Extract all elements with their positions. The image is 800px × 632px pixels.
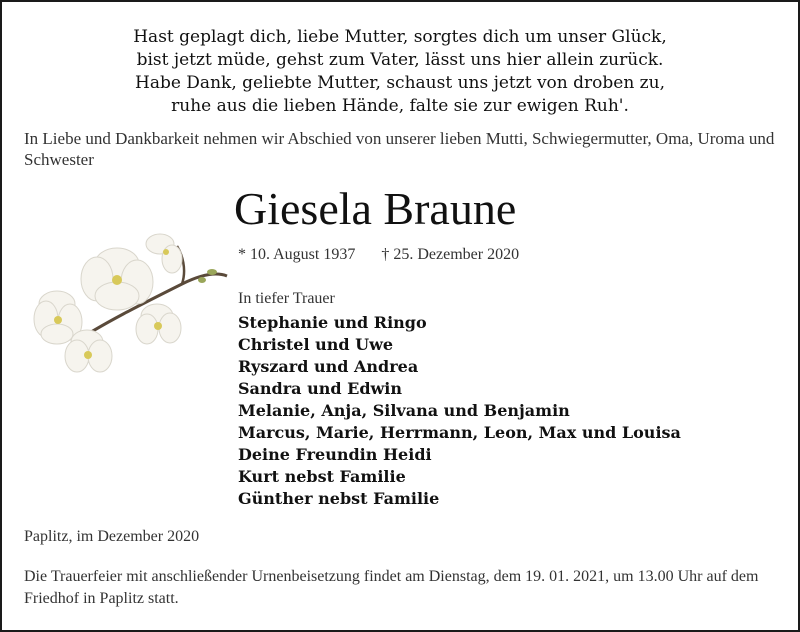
mourner-entry: Sandra und Edwin bbox=[238, 379, 402, 398]
mourners-heading: In tiefer Trauer bbox=[238, 290, 335, 307]
mourner-entry: Stephanie und Ringo bbox=[238, 313, 427, 332]
poem-line: Habe Dank, geliebte Mutter, schaust uns jetzt von droben zu, bbox=[135, 73, 665, 93]
orchid-flower-icon bbox=[32, 224, 232, 384]
place-and-date: Paplitz, im Dezember 2020 bbox=[24, 528, 200, 545]
funeral-notice: Die Trauerfeier mit anschließender Urnenbeisetzung findet am Dienstag, dem 19. 01. 2021, um 13.00 Uhr auf dem Friedhof in Paplitz statt. bbox=[24, 568, 759, 607]
mourner-entry: Günther nebst Familie bbox=[238, 489, 440, 508]
deceased-name: Giesela Braune bbox=[234, 183, 517, 234]
mourner-entry: Deine Freundin Heidi bbox=[238, 445, 432, 464]
birth-date: * 10. August 1937 bbox=[238, 246, 356, 263]
death-date: † 25. Dezember 2020 bbox=[381, 246, 520, 263]
poem bbox=[2, 26, 798, 118]
poem-line: Hast geplagt dich, liebe Mutter, sorgtes dich um unser Glück, bbox=[133, 27, 667, 47]
mourner-entry: Ryszard und Andrea bbox=[238, 357, 419, 376]
intro-text: In Liebe und Dankbarkeit nehmen wir Abschied von unserer lieben Mutti, Schwiegermutter, Oma, Uroma und Schwester bbox=[24, 129, 775, 169]
life-dates bbox=[238, 246, 541, 264]
poem-line: bist jetzt müde, gehst zum Vater, lässt uns hier allein zurück. bbox=[136, 50, 664, 70]
mourner-entry: Kurt nebst Familie bbox=[238, 467, 406, 486]
mourner-entry: Christel und Uwe bbox=[238, 335, 394, 354]
mourners-list bbox=[238, 312, 681, 510]
mourner-entry: Marcus, Marie, Herrmann, Leon, Max und Louisa bbox=[238, 423, 681, 442]
poem-line: ruhe aus die lieben Hände, falte sie zur ewigen Ruh'. bbox=[171, 96, 629, 116]
mourner-entry: Melanie, Anja, Silvana und Benjamin bbox=[238, 401, 570, 420]
